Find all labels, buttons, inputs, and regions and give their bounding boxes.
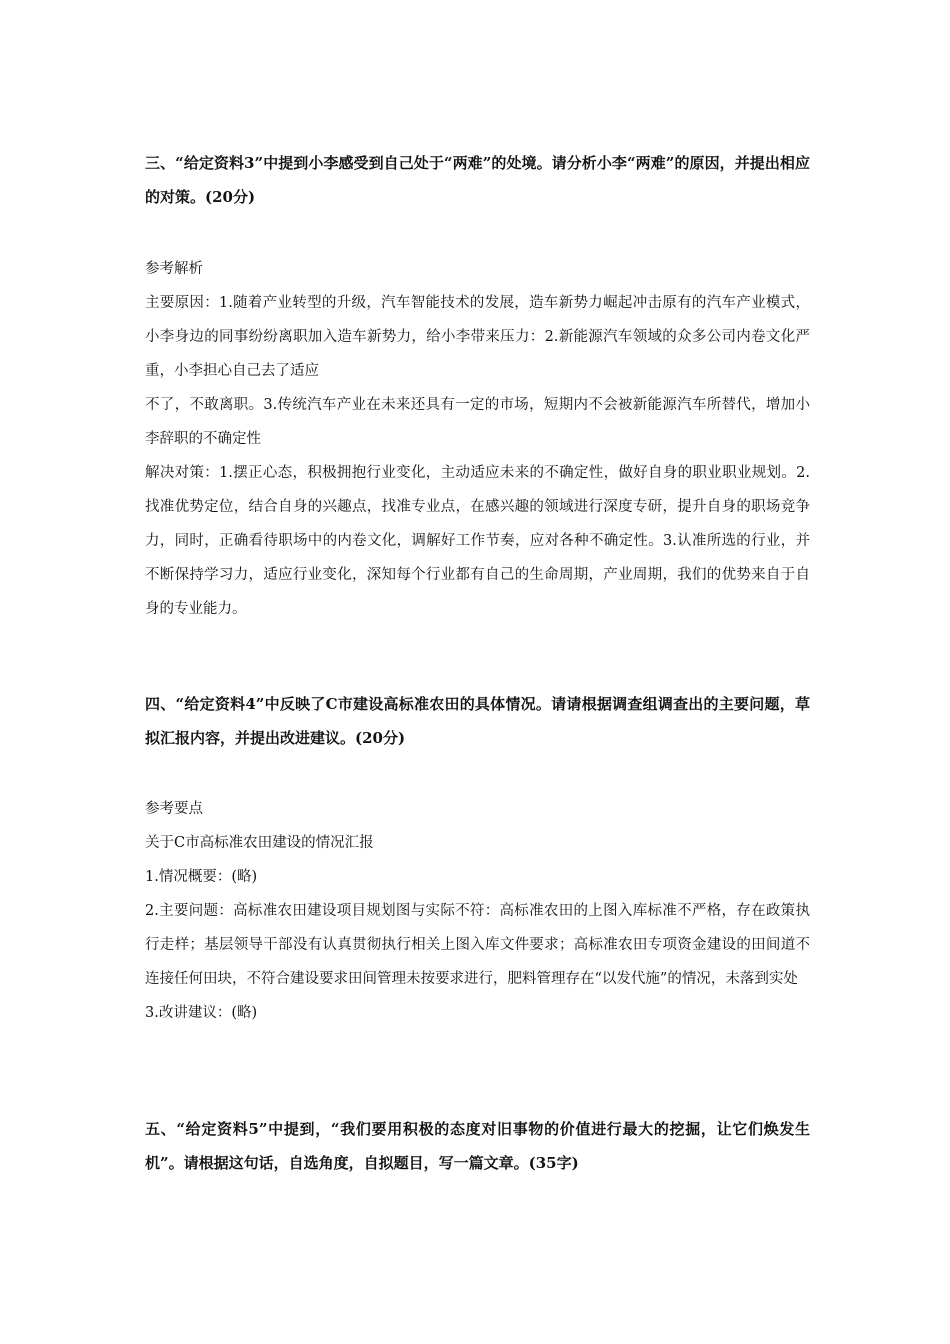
question-3-text: 三、“给定资料3”中提到小李感受到自己处于“两难”的处境。请分析小李“两难”的原因，并提出相应的对策。(20分)	[145, 154, 810, 206]
answer-4-item-2: 2.主要问题：高标准农田建设项目规划图与实际不符：高标准农田的上图入库标准不严格，存在政策执行走样；基层领导干部没有认真贯彻执行相关上图入库文件要求；高标准农田专项资金建设的田间道不连接任何田块，不符合建设要求田间管理未按要求进行，肥料管理存在“以发代施”的情况，未落到实处	[145, 903, 810, 987]
question-5-block	[145, 1112, 810, 1180]
answer-3-paragraph-2: 不了，不敢离职。3.传统汽车产业在未来还具有一定的市场，短期内不会被新能源汽车所替代，增加小李辞职的不确定性	[145, 397, 810, 447]
answer-4-report-title: 关于C市高标准农田建设的情况汇报	[145, 835, 374, 851]
answer-3-block	[145, 252, 810, 626]
answer-3-heading: 参考解析	[145, 261, 203, 277]
question-5-text: 五、“给定资料5”中提到，“我们要用积极的态度对旧事物的价值进行最大的挖掘，让它们焕发生机”。请根据这句话，自选角度，自拟题目，写一篇文章。(35字)	[145, 1120, 810, 1172]
question-4-block	[145, 687, 810, 755]
answer-4-item-1: 1.情况概要：(略)	[145, 869, 258, 885]
answer-4-heading: 参考要点	[145, 801, 203, 817]
answer-3-paragraph-1: 主要原因：1.随着产业转型的升级，汽车智能技术的发展，造车新势力崛起冲击原有的汽车产业模式，小李身边的同事纷纷离职加入造车新势力，给小李带来压力：2.新能源汽车领域的众多公司内卷文化严重，小李担心自己去了适应	[145, 295, 810, 379]
question-4-text: 四、“给定资料4”中反映了C市建设高标准农田的具体情况。请请根据调查组调查出的主要问题，草拟汇报内容，并提出改进建议。(20分)	[145, 695, 810, 747]
answer-4-block	[145, 792, 810, 1030]
answer-4-item-3: 3.改讲建议：(略)	[145, 1005, 258, 1021]
answer-3-paragraph-3: 解决对策：1.摆正心态，积极拥抱行业变化，主动适应未来的不确定性，做好自身的职业职业规划。2.找准优势定位，结合自身的兴趣点，找准专业点，在感兴趣的领域进行深度专研，提升自身的职场竞争力，同时，正确看待职场中的内卷文化，调解好工作节奏，应对各种不确定性。3.认准所选的行业，并不断保持学习力，适应行业变化，深知每个行业都有自己的生命周期，产业周期，我们的优势来自于自身的专业能力。	[145, 465, 810, 617]
question-3-block	[145, 146, 810, 214]
